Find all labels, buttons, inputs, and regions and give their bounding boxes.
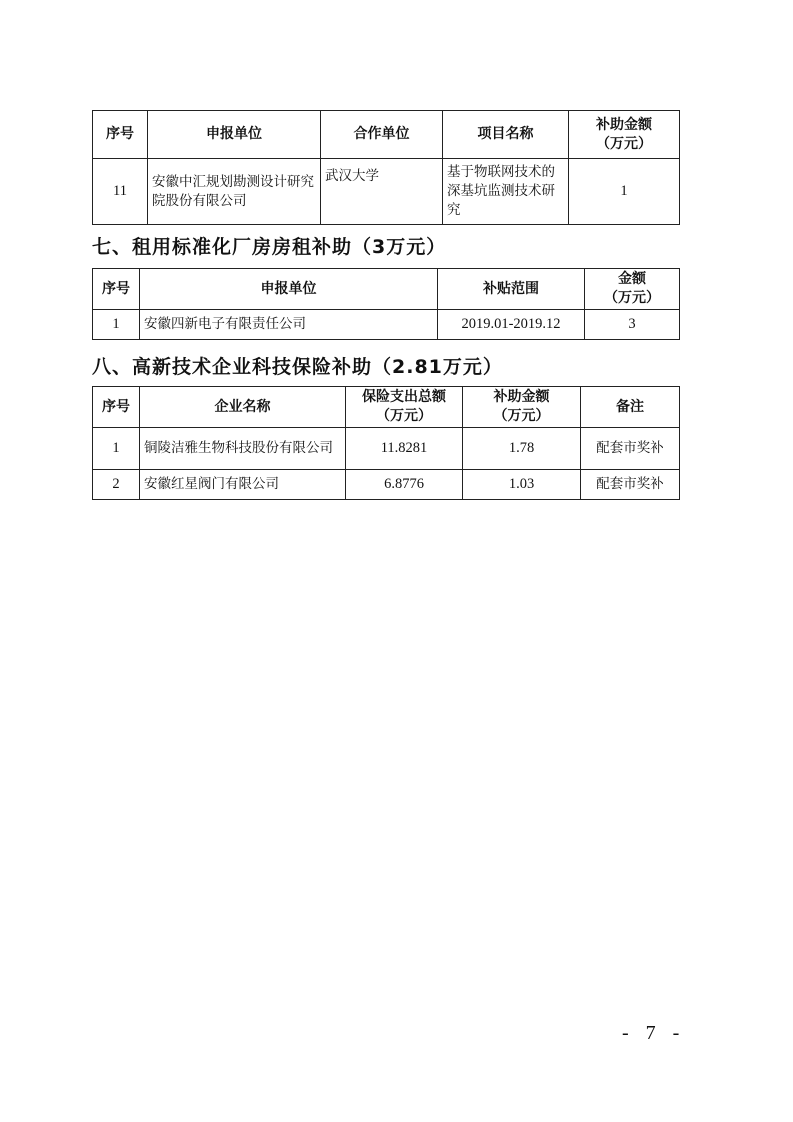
- cell-company: 铜陵洁雅生物科技股份有限公司: [140, 428, 346, 470]
- section-8-title: 八、高新技术企业科技保险补助（2.81万元）: [92, 356, 503, 378]
- header-amount-line1: 补助金额: [493, 389, 550, 405]
- cell-total: 11.8281: [346, 428, 463, 470]
- header-project: 项目名称: [443, 111, 569, 159]
- header-amount-line2: （万元）: [596, 135, 652, 152]
- header-amount: [585, 269, 680, 310]
- header-note: 备注: [581, 387, 680, 428]
- header-total-line2: （万元）: [376, 408, 432, 424]
- header-no: 序号: [93, 269, 140, 310]
- table-row: [93, 159, 680, 225]
- section-7-title: 七、租用标准化厂房房租补助（3万元）: [92, 236, 447, 258]
- cell-amount: 1.03: [463, 470, 581, 500]
- cell-range: 2019.01-2019.12: [438, 310, 585, 340]
- cell-company: 安徽红星阀门有限公司: [140, 470, 346, 500]
- cell-no: 2: [93, 470, 140, 500]
- header-amount-line1: 补助金额: [596, 116, 652, 133]
- project-subsidy-table: [92, 110, 680, 225]
- header-total-line1: 保险支出总额: [362, 389, 446, 405]
- table-row: [93, 428, 680, 470]
- cell-note: 配套市奖补: [581, 470, 680, 500]
- header-amount-line2: （万元）: [604, 290, 660, 306]
- header-amount-line2: （万元）: [493, 408, 550, 424]
- cell-partner: 武汉大学: [321, 159, 443, 225]
- header-amount: [463, 387, 581, 428]
- cell-no: 1: [93, 310, 140, 340]
- header-amount: [569, 111, 680, 159]
- header-partner: 合作单位: [321, 111, 443, 159]
- cell-no: 11: [93, 159, 148, 225]
- insurance-subsidy-table: [92, 386, 680, 500]
- header-applicant: 申报单位: [140, 269, 438, 310]
- cell-amount: 1: [569, 159, 680, 225]
- cell-amount: 3: [585, 310, 680, 340]
- header-range: 补贴范围: [438, 269, 585, 310]
- rent-subsidy-table: [92, 268, 680, 340]
- table-row: [93, 470, 680, 500]
- header-no: 序号: [93, 387, 140, 428]
- page-number: - 7 -: [622, 1022, 686, 1044]
- cell-applicant: 安徽四新电子有限责任公司: [140, 310, 438, 340]
- cell-project: 基于物联网技术的深基坑监测技术研究: [443, 159, 569, 225]
- cell-amount: 1.78: [463, 428, 581, 470]
- header-applicant: 申报单位: [148, 111, 321, 159]
- cell-applicant: 安徽中汇规划勘测设计研究院股份有限公司: [148, 159, 321, 225]
- header-no: 序号: [93, 111, 148, 159]
- cell-note: 配套市奖补: [581, 428, 680, 470]
- header-total: [346, 387, 463, 428]
- table-header-row: [93, 111, 680, 159]
- header-company: 企业名称: [140, 387, 346, 428]
- cell-no: 1: [93, 428, 140, 470]
- table-header-row: [93, 269, 680, 310]
- header-amount-line1: 金额: [618, 271, 646, 287]
- table-row: [93, 310, 680, 340]
- cell-total: 6.8776: [346, 470, 463, 500]
- table-header-row: [93, 387, 680, 428]
